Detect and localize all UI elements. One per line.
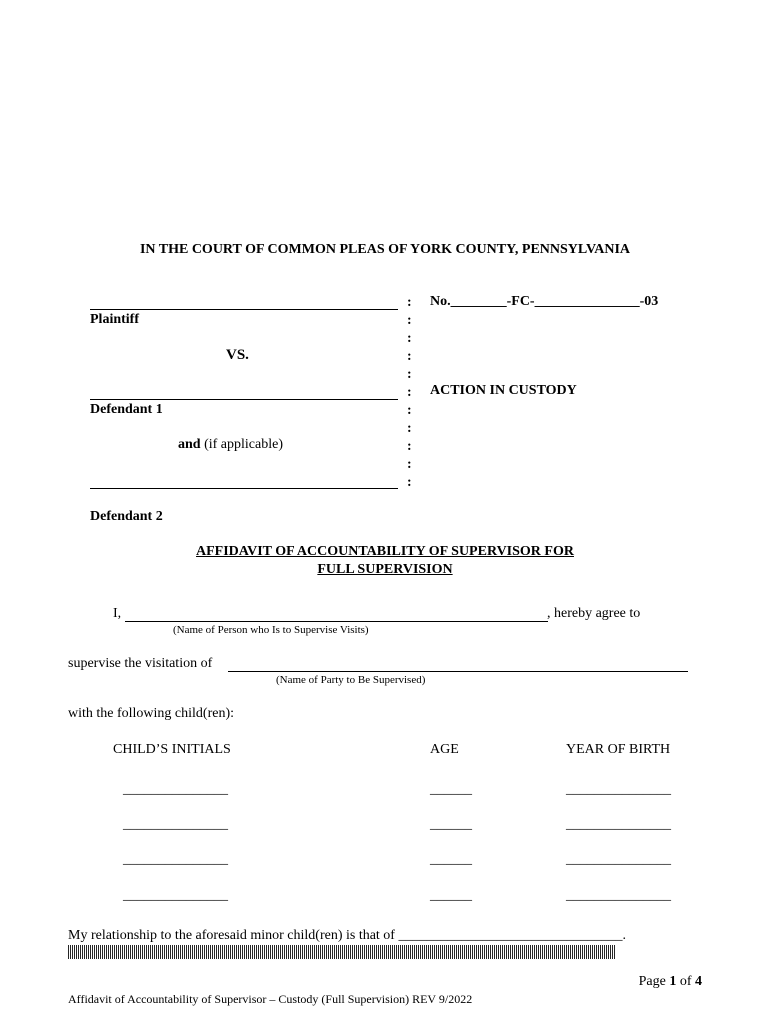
case-number[interactable]: No.________-FC-_______________-03 [430, 294, 659, 309]
header-year-of-birth: YEAR OF BIRTH [566, 742, 671, 757]
plaintiff-label: Plaintiff [90, 312, 139, 327]
child-initials-blank[interactable]: _______________ [123, 852, 228, 867]
caption-colon: : [407, 475, 412, 490]
supervisor-name-hint: (Name of Person who Is to Supervise Visits) [173, 624, 369, 636]
relationship-statement[interactable]: My relationship to the aforesaid minor child(ren) is that of ________________________________. [68, 928, 626, 943]
if-applicable-text: (if applicable) [200, 437, 283, 452]
supervisor-name-line[interactable] [125, 621, 548, 622]
vs-label: VS. [226, 347, 249, 363]
child-age-blank[interactable]: ______ [430, 782, 472, 797]
action-in-custody: ACTION IN CUSTODY [430, 383, 577, 398]
caption-colons [407, 294, 412, 492]
child-birth-year-blank[interactable]: _______________ [566, 852, 671, 867]
caption-colon: : [407, 313, 412, 328]
court-title: IN THE COURT OF COMMON PLEAS OF YORK COUNTY, PENNSYLVANIA [139, 242, 631, 257]
page-number [639, 974, 702, 990]
page-total: 4 [695, 974, 702, 989]
i-prefix: I, [113, 606, 122, 621]
affidavit-heading-line1: AFFIDAVIT OF ACCOUNTABILITY OF SUPERVISOR FOR [196, 544, 574, 559]
defendant1-label: Defendant 1 [90, 402, 163, 417]
caption-colon: : [407, 295, 412, 310]
caption-colon: : [407, 331, 412, 346]
agree-suffix: , hereby agree to [547, 606, 641, 621]
child-initials-blank[interactable]: _______________ [123, 817, 228, 832]
child-age-blank[interactable]: ______ [430, 852, 472, 867]
defendant2-name-line[interactable] [90, 488, 398, 489]
affidavit-heading-line2: FULL SUPERVISION [317, 562, 453, 577]
child-birth-year-blank[interactable]: _______________ [566, 782, 671, 797]
child-initials-blank[interactable]: _______________ [123, 782, 228, 797]
caption-colon: : [407, 403, 412, 418]
supervise-prefix: supervise the visitation of [68, 656, 213, 671]
page-of: of [676, 974, 695, 989]
footer-text: Affidavit of Accountability of Supervisor – Custody (Full Supervision) REV 9/2022 [68, 992, 473, 1006]
child-age-blank[interactable]: ______ [430, 888, 472, 903]
caption-colon: : [407, 421, 412, 436]
plaintiff-name-line[interactable] [90, 309, 398, 310]
caption-colon: : [407, 457, 412, 472]
caption-colon: : [407, 367, 412, 382]
child-age-blank[interactable]: ______ [430, 817, 472, 832]
header-child-initials: CHILD’S INITIALS [113, 742, 231, 757]
child-initials-blank[interactable]: _______________ [123, 888, 228, 903]
page-current: 1 [669, 974, 677, 989]
page-label: Page [638, 974, 670, 989]
supervised-party-hint: (Name of Party to Be Supervised) [276, 674, 426, 686]
rendering-artifact [68, 945, 616, 959]
defendant2-label: Defendant 2 [90, 509, 163, 524]
defendant1-name-line[interactable] [90, 399, 398, 400]
and-if-applicable [178, 437, 283, 453]
supervised-party-line[interactable] [228, 671, 688, 672]
and-word: and [178, 437, 201, 452]
child-birth-year-blank[interactable]: _______________ [566, 888, 671, 903]
caption-colon: : [407, 439, 412, 454]
children-intro: with the following child(ren): [68, 706, 235, 721]
header-age: AGE [430, 742, 459, 757]
caption-colon: : [407, 385, 412, 400]
child-birth-year-blank[interactable]: _______________ [566, 817, 671, 832]
caption-colon: : [407, 349, 412, 364]
